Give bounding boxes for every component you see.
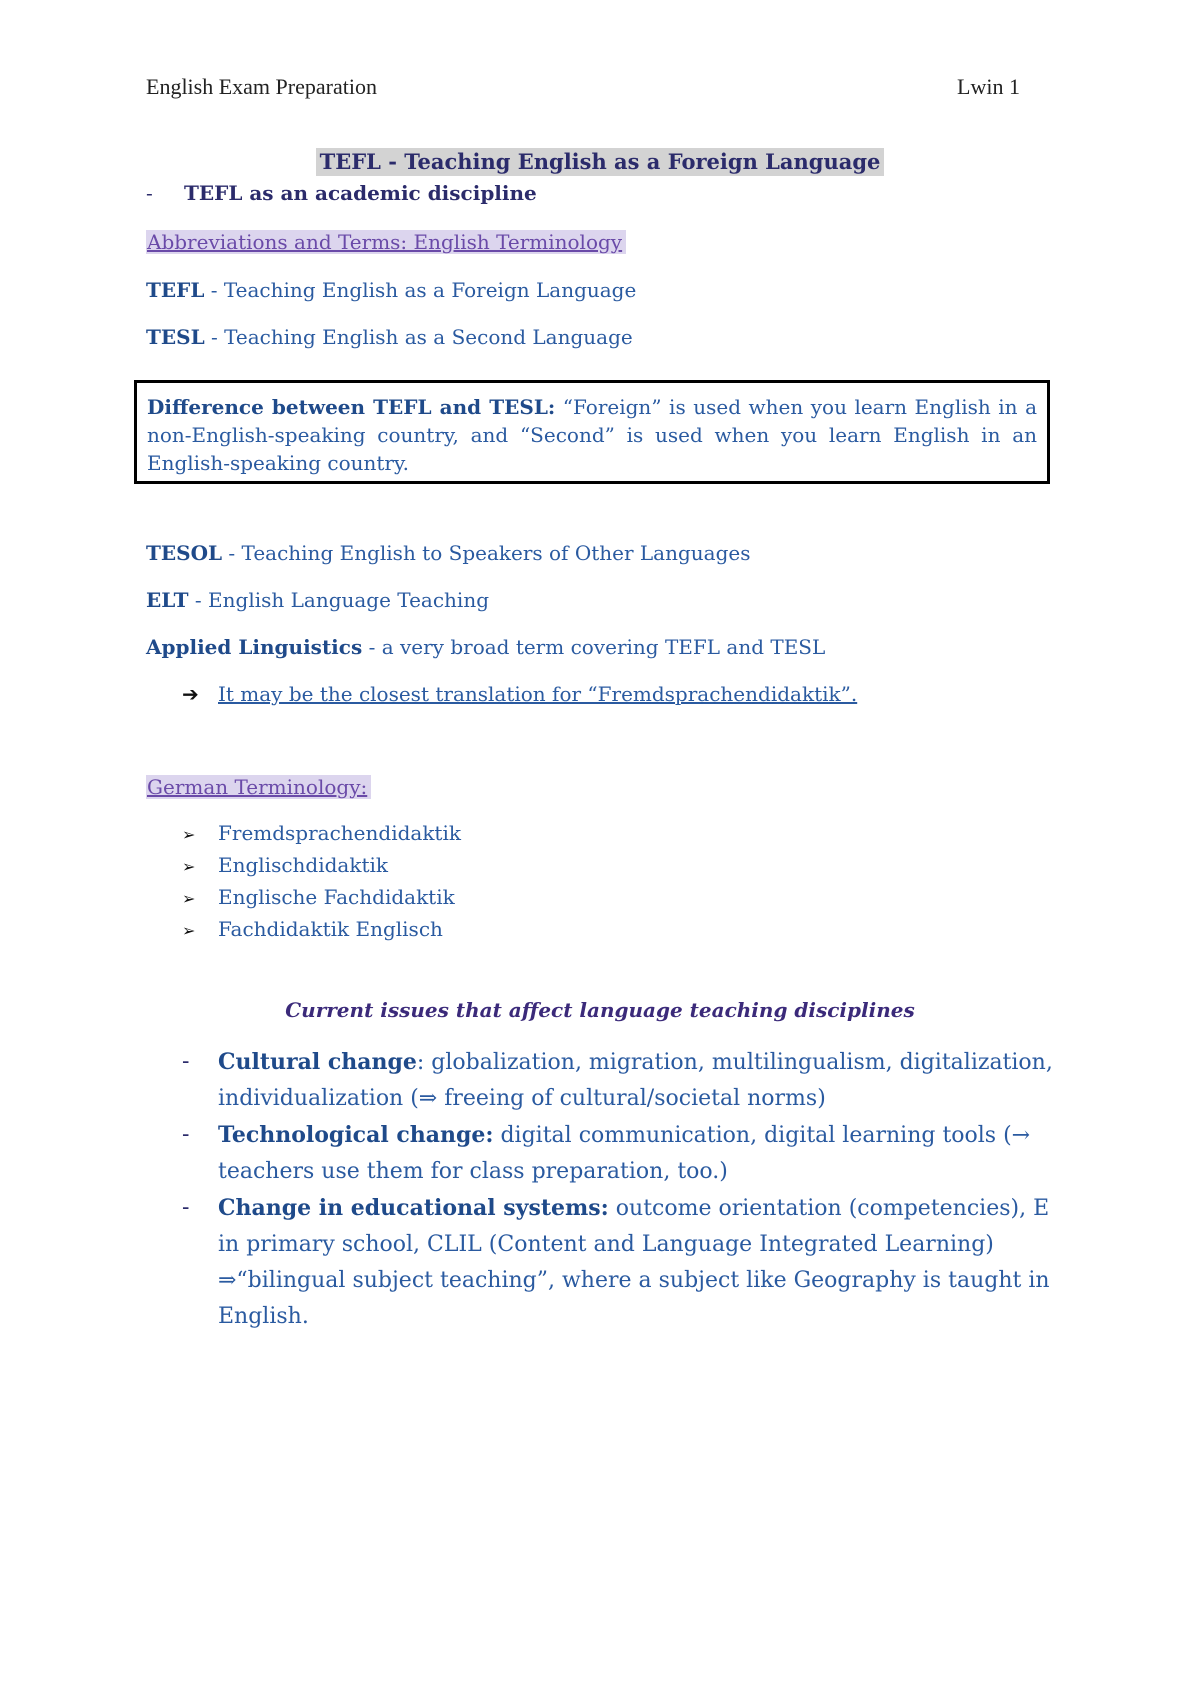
subheading-text: TEFL as an academic discipline	[184, 181, 537, 205]
german-terminology-label: German Terminology:	[146, 775, 371, 799]
issue-item	[182, 1117, 1062, 1190]
issue-dash: -	[182, 1049, 190, 1074]
abbreviations-label: Abbreviations and Terms: English Terminology	[146, 230, 626, 254]
issue-label: Change in educational systems:	[218, 1195, 609, 1221]
german-label-row	[146, 774, 371, 800]
list-item-text: Fremdsprachendidaktik	[218, 821, 461, 845]
term-definition: - Teaching English as a Second Language	[204, 325, 633, 349]
issue-label: Technological change:	[218, 1122, 494, 1148]
list-item	[182, 818, 461, 850]
list-item	[182, 850, 461, 882]
issue-label: Cultural change	[218, 1049, 417, 1075]
list-item	[182, 882, 461, 914]
page-header	[146, 74, 1020, 100]
term-name: TEFL	[146, 278, 205, 302]
title-container	[0, 148, 1200, 176]
term-definition: - English Language Teaching	[188, 588, 490, 612]
abbreviations-label-row	[146, 229, 626, 255]
term-name: Applied Linguistics	[146, 635, 363, 659]
issues-list	[182, 1044, 1062, 1335]
translation-note-text: It may be the closest translation for “Fremdsprachendidaktik”.	[218, 682, 858, 706]
term-name: ELT	[146, 588, 189, 612]
german-terms-list	[182, 818, 461, 946]
difference-box-label: Difference between TEFL and TESL:	[147, 395, 556, 419]
arrow-right-icon: ➔	[182, 682, 199, 706]
header-title: English Exam Preparation	[146, 74, 377, 99]
page-title: TEFL - Teaching English as a Foreign Language	[316, 148, 885, 176]
arrowhead-bullet-icon: ➢	[182, 825, 196, 844]
subheading	[146, 180, 537, 206]
term-row	[146, 587, 489, 613]
arrowhead-bullet-icon: ➢	[182, 921, 196, 940]
list-item-text: Englischdidaktik	[218, 853, 389, 877]
difference-box	[134, 380, 1050, 484]
issue-item	[182, 1044, 1062, 1117]
issue-item	[182, 1190, 1062, 1335]
list-item-text: Englische Fachdidaktik	[218, 885, 455, 909]
difference-box-text: “Foreign” is used when you learn English in a non-English-speaking country, and “Second” is used when you learn English in an English-speaking country.	[147, 395, 1037, 475]
issue-text: outcome orientation (competencies), E in primary school, CLIL (Content and Language Integrated Learning) ⇒“bilingual subject teaching”, where a subject like Geography is taught in English.	[218, 1196, 1050, 1329]
term-row	[146, 540, 750, 566]
subheading-dash: -	[146, 181, 153, 205]
term-definition: - a very broad term covering TEFL and TESL	[362, 635, 826, 659]
term-definition: - Teaching English as a Foreign Language	[204, 278, 637, 302]
issue-dash: -	[182, 1122, 190, 1147]
issues-heading: Current issues that affect language teaching disciplines	[285, 998, 915, 1022]
term-row	[146, 277, 636, 303]
term-row	[146, 634, 825, 660]
list-item-text: Fachdidaktik Englisch	[218, 917, 443, 941]
header-page-number: Lwin 1	[957, 74, 1020, 99]
issue-text: : globalization, migration, multilingualism, digitalization, individualization (⇒ freeing of cultural/societal norms)	[218, 1050, 1053, 1111]
term-name: TESOL	[146, 541, 223, 565]
translation-note	[182, 681, 857, 707]
term-definition: - Teaching English to Speakers of Other Languages	[222, 541, 751, 565]
list-item	[182, 914, 461, 946]
issue-dash: -	[182, 1195, 190, 1220]
arrowhead-bullet-icon: ➢	[182, 857, 196, 876]
term-name: TESL	[146, 325, 205, 349]
arrowhead-bullet-icon: ➢	[182, 889, 196, 908]
term-row	[146, 324, 633, 350]
issue-text: digital communication, digital learning tools (→ teachers use them for class preparation, too.)	[218, 1123, 1031, 1184]
